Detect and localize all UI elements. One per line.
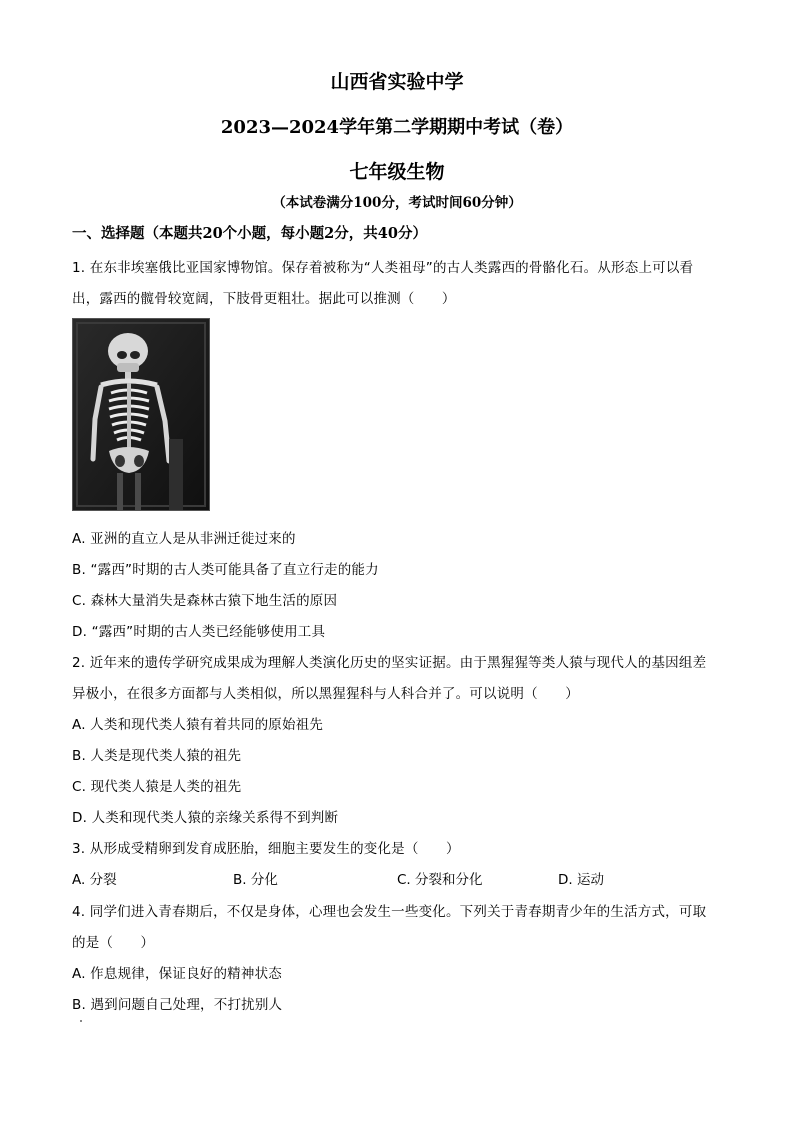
q3-option-d: D. 运动 bbox=[558, 872, 604, 888]
q2-option-b: B. 人类是现代类人猿的祖先 bbox=[72, 748, 242, 764]
exam-title: 2023—2024学年第二学期期中考试（卷） bbox=[220, 117, 574, 138]
exam-note: （本试卷满分100分，考试时间60分钟） bbox=[272, 195, 522, 211]
q1-stem-line-2: 出，露西的髋骨较宽阔，下肢骨更粗壮。据此可以推测（ ） bbox=[72, 291, 456, 307]
q2-stem-line-2: 异极小，在很多方面都与人类相似，所以黑猩猩科与人科合并了。可以说明（ ） bbox=[72, 686, 579, 702]
q1-option-b: B. “露西”时期的古人类可能具备了直立行走的能力 bbox=[72, 562, 379, 578]
q1-option-d: D. “露西”时期的古人类已经能够使用工具 bbox=[72, 624, 326, 640]
q2-option-a: A. 人类和现代类人猿有着共同的原始祖先 bbox=[72, 717, 324, 733]
subject-title: 七年级生物 bbox=[349, 161, 445, 183]
q3-option-a: A. 分裂 bbox=[72, 872, 117, 888]
q3-option-b: B. 分化 bbox=[233, 872, 278, 888]
q1-option-c: C. 森林大量消失是森林古猿下地生活的原因 bbox=[72, 593, 338, 609]
q2-option-c: C. 现代类人猿是人类的祖先 bbox=[72, 779, 242, 795]
q4-stem-line-2: 的是（ ） bbox=[72, 935, 155, 951]
section-title: 一、选择题（本题共20个小题，每小题2分，共40分） bbox=[72, 225, 427, 242]
lucy-skeleton-photo bbox=[72, 318, 210, 511]
q3-option-c: C. 分裂和分化 bbox=[397, 872, 483, 888]
q2-stem-line-1: 2. 近年来的遗传学研究成果成为理解人类演化历史的坚实证据。由于黑猩猩等类人猿与现代人的基因组差 bbox=[72, 655, 707, 671]
school-name: 山西省实验中学 bbox=[330, 71, 464, 93]
q4-stem-line-1: 4. 同学们进入青春期后，不仅是身体，心理也会发生一些变化。下列关于青春期青少年的生活方式，可取 bbox=[72, 904, 707, 920]
q4-option-a: A. 作息规律，保证良好的精神状态 bbox=[72, 966, 282, 982]
q1-option-a: A. 亚洲的直立人是从非洲迁徙过来的 bbox=[72, 531, 296, 547]
q3-stem: 3. 从形成受精卵到发育成胚胎，细胞主要发生的变化是（ ） bbox=[72, 841, 460, 857]
q4-option-b: B. 遇到问题自己处理，不打扰别人 bbox=[72, 997, 283, 1013]
skeleton-illustration bbox=[73, 319, 209, 510]
scan-mark bbox=[80, 1020, 82, 1022]
q2-option-d: D. 人类和现代类人猿的亲缘关系得不到判断 bbox=[72, 810, 339, 826]
q1-stem-line-1: 1. 在东非埃塞俄比亚国家博物馆。保存着被称为“人类祖母”的古人类露西的骨骼化石。从形态上可以看 bbox=[72, 260, 694, 276]
